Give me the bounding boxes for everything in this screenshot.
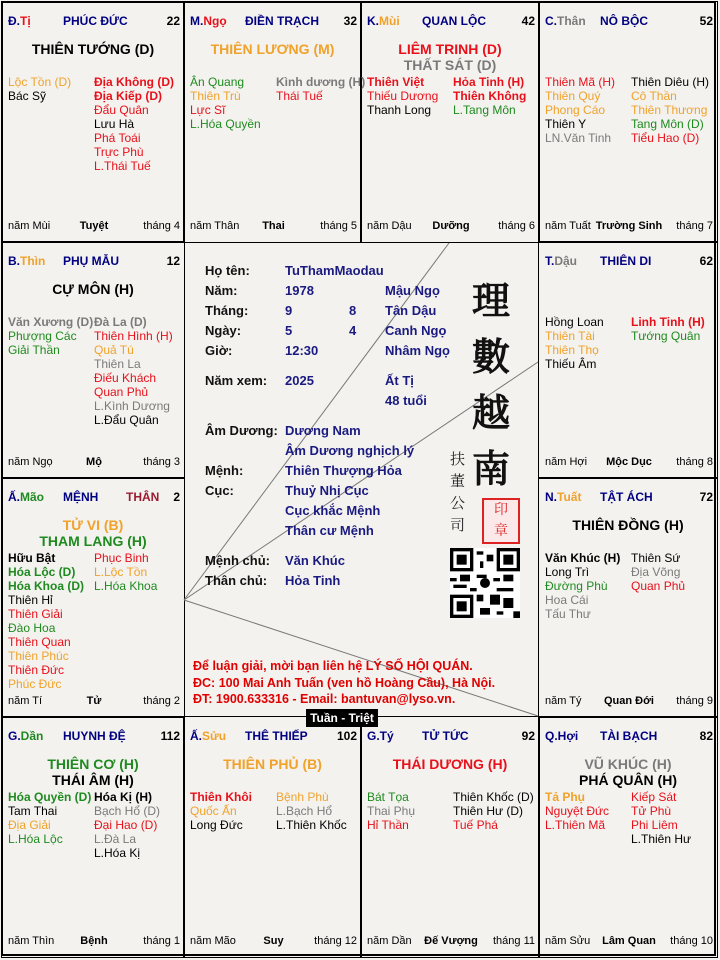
annual-year: năm Dậu bbox=[367, 220, 412, 232]
minor-star: Hữu Bật bbox=[8, 551, 56, 565]
earthly-branch: Tý bbox=[379, 729, 394, 743]
minor-star: Kiếp Sát bbox=[631, 790, 677, 804]
minor-star: L.Thiên Khốc bbox=[276, 818, 347, 832]
minor-star: L.Hóa Kị bbox=[94, 846, 141, 860]
heavenly-stem: G. bbox=[8, 729, 21, 743]
minor-star: L.Thiên Mã bbox=[545, 818, 606, 832]
minor-star: Bạch Hổ (D) bbox=[94, 804, 161, 818]
major-period-age: 42 bbox=[521, 14, 535, 28]
minor-star: Quả Tú bbox=[94, 343, 134, 357]
heavenly-stem: G. bbox=[367, 729, 380, 743]
minor-star: Bác Sỹ bbox=[8, 89, 47, 103]
palace-name: TÀI BẠCH bbox=[600, 729, 658, 743]
major-period-age: 2 bbox=[173, 490, 180, 504]
year-label: Năm: bbox=[205, 283, 238, 298]
minor-star: Văn Xương (D) bbox=[8, 315, 94, 329]
minor-star: Tam Thai bbox=[8, 804, 58, 818]
lunar-month: tháng 3 bbox=[143, 456, 180, 468]
life-phase: Mộc Dục bbox=[606, 456, 652, 468]
minor-star: Phục Binh bbox=[94, 551, 149, 565]
palace-name: ĐIỀN TRẠCH bbox=[245, 14, 319, 28]
minor-star: Thiên Không bbox=[453, 89, 527, 103]
main-star: THAM LANG (H) bbox=[39, 533, 147, 549]
life-phase: Suy bbox=[263, 935, 284, 947]
life-phase: Bệnh bbox=[80, 935, 108, 947]
heavenly-stem: Đ. bbox=[8, 14, 20, 28]
minor-star: Hóa Kị (H) bbox=[94, 790, 152, 804]
minor-star: Hoa Cái bbox=[545, 593, 589, 607]
small-calligraphy-char: 扶 bbox=[450, 450, 466, 468]
hour-label: Giờ: bbox=[205, 343, 233, 358]
minor-star: L.Đẩu Quân bbox=[94, 413, 159, 427]
minor-star: Hóa Quyền (D) bbox=[8, 790, 92, 804]
minor-star: L.Tang Môn bbox=[453, 103, 516, 117]
contact-address: ĐC: 100 Mai Anh Tuấn (ven hồ Hoàng Cầu), Hà Nội. bbox=[193, 676, 496, 690]
minor-star: Thiên Khôi bbox=[190, 790, 252, 804]
minor-star: Quan Phủ bbox=[94, 385, 149, 399]
qr-code bbox=[450, 548, 520, 618]
menh-chu-value: Văn Khúc bbox=[285, 553, 345, 568]
main-star: THIÊN TƯỚNG (D) bbox=[31, 41, 155, 57]
minor-star: Lộc Tồn (D) bbox=[8, 75, 72, 89]
major-period-age: 92 bbox=[521, 729, 535, 743]
minor-star: Văn Khúc (H) bbox=[545, 551, 621, 565]
earthly-branch: Mão bbox=[20, 490, 44, 504]
minor-star: Địa Không (D) bbox=[94, 75, 174, 89]
lunar-month: tháng 7 bbox=[676, 220, 713, 232]
palace-name: THÊ THIẾP bbox=[245, 729, 308, 743]
major-period-age: 22 bbox=[166, 14, 180, 28]
day-canchi: Canh Ngọ bbox=[385, 323, 447, 338]
minor-star: L.Thiên Hư bbox=[631, 832, 692, 846]
amduong-note: Âm Dương nghịch lý bbox=[285, 443, 415, 458]
main-star: TỬ VI (B) bbox=[62, 517, 124, 533]
minor-star: Thiên Hình (H) bbox=[94, 329, 173, 343]
annual-year: năm Tý bbox=[545, 695, 582, 707]
minor-star: Đào Hoa bbox=[8, 621, 56, 635]
major-period-age: 62 bbox=[699, 254, 713, 268]
contact-line: Để luận giải, mời bạn liên hệ LÝ SỐ HỘI QUÁN. bbox=[193, 659, 473, 673]
minor-star: Thiên Quan bbox=[8, 635, 71, 649]
lunar-month: tháng 12 bbox=[314, 935, 357, 947]
minor-star: L.Hóa Lộc bbox=[8, 832, 63, 846]
minor-star: Thiên La bbox=[94, 357, 141, 371]
minor-star: L.Thái Tuế bbox=[94, 159, 151, 173]
minor-star: Phi Liêm bbox=[631, 818, 678, 832]
calligraphy-char: 南 bbox=[472, 446, 511, 491]
minor-star: L.Hóa Quyền bbox=[190, 117, 261, 131]
minor-star: Hóa Khoa (D) bbox=[8, 579, 84, 593]
heavenly-stem: Ấ. bbox=[8, 490, 20, 504]
minor-star: Tả Phụ bbox=[545, 790, 586, 804]
major-period-age: 12 bbox=[166, 254, 180, 268]
minor-star: Đường Phù bbox=[545, 579, 608, 593]
minor-star: Thiên Thương bbox=[631, 103, 708, 117]
heavenly-stem: B. bbox=[8, 254, 20, 268]
minor-star: Thiên Trù bbox=[190, 89, 241, 103]
minor-star: Nguyệt Đức bbox=[545, 804, 610, 818]
year-canchi: Mậu Ngọ bbox=[385, 283, 440, 298]
month-lunar: 8 bbox=[349, 303, 357, 318]
minor-star: Ân Quang bbox=[190, 75, 245, 89]
small-calligraphy-char: 司 bbox=[450, 516, 466, 534]
palace-name: PHÚC ĐỨC bbox=[63, 14, 128, 28]
earthly-branch: Sửu bbox=[202, 729, 227, 743]
day-value: 5 bbox=[285, 323, 293, 338]
age-value: 48 tuổi bbox=[385, 393, 427, 408]
contact-phone-email: ĐT: 1900.633316 - Email: bantuvan@lyso.vn. bbox=[193, 692, 456, 706]
annual-year: năm Thìn bbox=[8, 935, 55, 947]
palace-name: QUAN LỘC bbox=[422, 14, 486, 28]
main-star: CỰ MÔN (H) bbox=[52, 281, 134, 297]
main-star: THẤT SÁT (D) bbox=[403, 57, 497, 73]
main-star: THIÊN PHỦ (B) bbox=[223, 756, 322, 772]
heavenly-stem: K. bbox=[367, 14, 379, 28]
minor-star: LN.Văn Tinh bbox=[545, 131, 612, 145]
minor-star: Bệnh Phù bbox=[276, 790, 329, 804]
main-star: THIÊN LƯƠNG (M) bbox=[210, 41, 335, 57]
life-phase: Tử bbox=[86, 695, 102, 707]
minor-star: Quốc Ấn bbox=[190, 804, 237, 818]
minor-star: L.Đà La bbox=[94, 832, 137, 846]
minor-star: Thiên Khốc (D) bbox=[453, 790, 534, 804]
minor-star: L.Lộc Tồn bbox=[94, 565, 148, 579]
major-period-age: 72 bbox=[699, 490, 713, 504]
minor-star: Tang Môn (D) bbox=[631, 117, 704, 131]
lunar-month: tháng 4 bbox=[143, 220, 180, 232]
minor-star: Long Đức bbox=[190, 818, 243, 832]
annual-year: năm Tuất bbox=[545, 220, 591, 232]
minor-star: Tướng Quân bbox=[631, 329, 701, 343]
cuc-note-2: Thân cư Mệnh bbox=[285, 523, 374, 538]
minor-star: Lực Sĩ bbox=[190, 103, 226, 117]
year-value: 1978 bbox=[285, 283, 314, 298]
minor-star: Thiên Việt bbox=[367, 75, 425, 89]
minor-star: Thiên Đức bbox=[8, 663, 65, 677]
minor-star: Hồng Loan bbox=[545, 315, 604, 329]
minor-star: Tử Phù bbox=[631, 804, 672, 818]
day-lunar: 4 bbox=[349, 323, 357, 338]
minor-star: Thiên Phúc bbox=[8, 649, 69, 663]
minor-star: Quan Phủ bbox=[631, 579, 686, 593]
minor-star: Thái Tuế bbox=[276, 89, 323, 103]
than-chu-label: Thân chủ: bbox=[205, 573, 268, 588]
life-phase: Lâm Quan bbox=[602, 935, 656, 947]
lunar-month: tháng 8 bbox=[676, 456, 713, 468]
small-calligraphy-char: 董 bbox=[450, 472, 466, 490]
heavenly-stem: T. bbox=[545, 254, 555, 268]
earthly-branch: Tuất bbox=[557, 490, 582, 504]
palace-name: TỬ TỨC bbox=[422, 729, 469, 743]
life-phase: Trường Sinh bbox=[595, 220, 663, 232]
heavenly-stem: Ấ. bbox=[190, 729, 202, 743]
annual-year: năm Sửu bbox=[545, 935, 591, 947]
minor-star: Thiếu Dương bbox=[367, 89, 439, 103]
amduong-label: Âm Dương: bbox=[205, 423, 278, 438]
major-period-age: 82 bbox=[699, 729, 713, 743]
month-label: Tháng: bbox=[205, 303, 249, 318]
minor-star: Thiên Hỉ bbox=[8, 593, 53, 607]
earthly-branch: Thân bbox=[557, 14, 586, 28]
menh-value: Thiên Thượng Hỏa bbox=[285, 463, 402, 478]
minor-star: Thai Phụ bbox=[367, 804, 416, 818]
month-value: 9 bbox=[285, 303, 293, 318]
than-chu-value: Hỏa Tinh bbox=[285, 573, 341, 588]
heavenly-stem: Q. bbox=[545, 729, 558, 743]
minor-star: Thiên Tài bbox=[545, 329, 595, 343]
minor-star: Lưu Hà bbox=[94, 117, 135, 131]
minor-star: Điếu Khách bbox=[94, 371, 157, 385]
main-star: VŨ KHÚC (H) bbox=[584, 756, 672, 772]
major-period-age: 112 bbox=[160, 729, 180, 743]
lunar-month: tháng 5 bbox=[320, 220, 357, 232]
minor-star: L.Bạch Hổ bbox=[276, 804, 333, 818]
lunar-month: tháng 9 bbox=[676, 695, 713, 707]
cuc-note-1: Cục khắc Mệnh bbox=[285, 503, 381, 518]
small-calligraphy-char: 公 bbox=[450, 494, 466, 512]
minor-star: Giải Thần bbox=[8, 343, 60, 357]
annual-year: năm Ngọ bbox=[8, 456, 53, 468]
life-phase: Mộ bbox=[86, 456, 102, 468]
amduong-value: Dương Nam bbox=[285, 423, 361, 438]
lunar-month: tháng 11 bbox=[492, 935, 535, 947]
minor-star: Tấu Thư bbox=[545, 607, 591, 621]
cuc-value: Thuỷ Nhị Cục bbox=[285, 483, 369, 498]
minor-star: Đà La (D) bbox=[94, 315, 147, 329]
minor-star: Hỉ Thần bbox=[367, 818, 409, 832]
minor-star: Tuế Phá bbox=[453, 818, 498, 832]
minor-star: Thiên Diêu (H) bbox=[631, 75, 710, 89]
earthly-branch: Thìn bbox=[20, 254, 46, 268]
life-phase: Đế Vượng bbox=[424, 935, 478, 947]
annual-year: năm Dần bbox=[367, 935, 412, 947]
palace-name: HUYNH ĐỆ bbox=[63, 729, 126, 743]
minor-star: Thiên Hư (D) bbox=[453, 804, 524, 818]
palace-name: THIÊN DI bbox=[600, 254, 652, 268]
minor-star: Bát Tọa bbox=[367, 790, 409, 804]
annual-year: năm Mão bbox=[190, 935, 236, 947]
minor-star: L.Hóa Khoa bbox=[94, 579, 158, 593]
major-period-age: 52 bbox=[699, 14, 713, 28]
lunar-month: tháng 6 bbox=[498, 220, 535, 232]
minor-star: Thiên Thọ bbox=[545, 343, 599, 357]
major-period-age: 32 bbox=[343, 14, 357, 28]
calligraphy-char: 理 bbox=[472, 278, 511, 323]
heavenly-stem: N. bbox=[545, 490, 557, 504]
minor-star: Thiên Y bbox=[545, 117, 587, 131]
annual-year: năm Thân bbox=[190, 220, 240, 232]
minor-star: Thiên Mã (H) bbox=[545, 75, 616, 89]
minor-star: Phá Toái bbox=[94, 131, 141, 145]
main-star: THIÊN CƠ (H) bbox=[47, 756, 139, 772]
minor-star: Địa Võng bbox=[631, 565, 681, 579]
month-canchi: Tân Dậu bbox=[385, 303, 437, 318]
calligraphy-char: 越 bbox=[472, 390, 511, 435]
menh-label: Mệnh: bbox=[205, 463, 244, 478]
earthly-branch: Mùi bbox=[379, 14, 400, 28]
minor-star: Thiếu Âm bbox=[545, 357, 597, 371]
minor-star: Cô Thần bbox=[631, 89, 677, 103]
tuan-triet-label: Tuần - Triệt bbox=[306, 709, 378, 727]
earthly-branch: Hợi bbox=[557, 729, 579, 743]
minor-star: Phong Cáo bbox=[545, 103, 606, 117]
calligraphy-char: 數 bbox=[472, 334, 511, 379]
earthly-branch: Dậu bbox=[554, 254, 578, 268]
than-marker: THÂN bbox=[126, 490, 160, 504]
annual-year: năm Mùi bbox=[8, 220, 51, 232]
menh-chu-label: Mệnh chủ: bbox=[205, 553, 270, 568]
lunar-month: tháng 10 bbox=[670, 935, 713, 947]
minor-star: Long Trì bbox=[545, 565, 590, 579]
minor-star: Địa Kiếp (D) bbox=[94, 89, 163, 103]
minor-star: Hóa Lộc (D) bbox=[8, 565, 76, 579]
annual-year: năm Tí bbox=[8, 695, 43, 707]
day-label: Ngày: bbox=[205, 323, 242, 338]
minor-star: Đại Hao (D) bbox=[94, 818, 158, 832]
hour-canchi: Nhâm Ngọ bbox=[385, 343, 450, 358]
minor-star: Phúc Đức bbox=[8, 677, 62, 691]
earthly-branch: Tị bbox=[20, 14, 31, 28]
minor-star: Đẩu Quân bbox=[94, 103, 149, 117]
annual-year: năm Hợi bbox=[545, 456, 588, 468]
minor-star: Linh Tinh (H) bbox=[631, 315, 705, 329]
view-year-canchi: Ất Tị bbox=[385, 373, 414, 388]
name-value: TuThamMaodau bbox=[285, 263, 384, 278]
lunar-month: tháng 2 bbox=[143, 695, 180, 707]
palace-name: MỆNH bbox=[63, 490, 99, 504]
earthly-branch: Dần bbox=[20, 729, 44, 743]
view-year-value: 2025 bbox=[285, 373, 314, 388]
main-star: THIÊN ĐỒNG (H) bbox=[572, 517, 684, 533]
main-star: PHÁ QUÂN (H) bbox=[579, 772, 677, 788]
palace-name: NÔ BỘC bbox=[600, 14, 648, 28]
minor-star: Tiểu Hao (D) bbox=[631, 131, 700, 145]
hour-value: 12:30 bbox=[285, 343, 319, 358]
minor-star: Địa Giải bbox=[8, 818, 51, 832]
main-star: THÁI ÂM (H) bbox=[52, 772, 134, 788]
heavenly-stem: M. bbox=[190, 14, 204, 28]
minor-star: Hỏa Tinh (H) bbox=[453, 75, 525, 89]
minor-star: Thiên Giải bbox=[8, 607, 63, 621]
main-star: LIÊM TRINH (D) bbox=[398, 41, 502, 57]
main-star: THÁI DƯƠNG (H) bbox=[392, 756, 508, 772]
major-period-age: 102 bbox=[336, 729, 357, 743]
palace-name: PHỤ MẪU bbox=[63, 254, 119, 268]
palace-name: TẬT ÁCH bbox=[600, 490, 653, 504]
name-label: Họ tên: bbox=[205, 263, 250, 278]
minor-star: Thiên Sứ bbox=[631, 551, 681, 565]
heavenly-stem: C. bbox=[545, 14, 557, 28]
life-phase: Tuyệt bbox=[79, 220, 109, 232]
lunar-month: tháng 1 bbox=[143, 935, 180, 947]
minor-star: Phượng Các bbox=[8, 329, 77, 343]
life-phase: Dưỡng bbox=[432, 220, 470, 232]
minor-star: Trực Phù bbox=[94, 145, 144, 159]
red-seal-stamp: 印 章 bbox=[482, 498, 520, 544]
earthly-branch: Ngọ bbox=[203, 14, 227, 28]
life-phase: Thai bbox=[262, 220, 285, 232]
life-phase: Quan Đới bbox=[604, 695, 654, 707]
cuc-label: Cục: bbox=[205, 483, 234, 498]
minor-star: Kình dương (H) bbox=[276, 75, 366, 89]
minor-star: Thanh Long bbox=[367, 103, 432, 117]
view-year-label: Năm xem: bbox=[205, 373, 268, 388]
minor-star: Thiên Quý bbox=[545, 89, 601, 103]
minor-star: L.Kình Dương bbox=[94, 399, 170, 413]
